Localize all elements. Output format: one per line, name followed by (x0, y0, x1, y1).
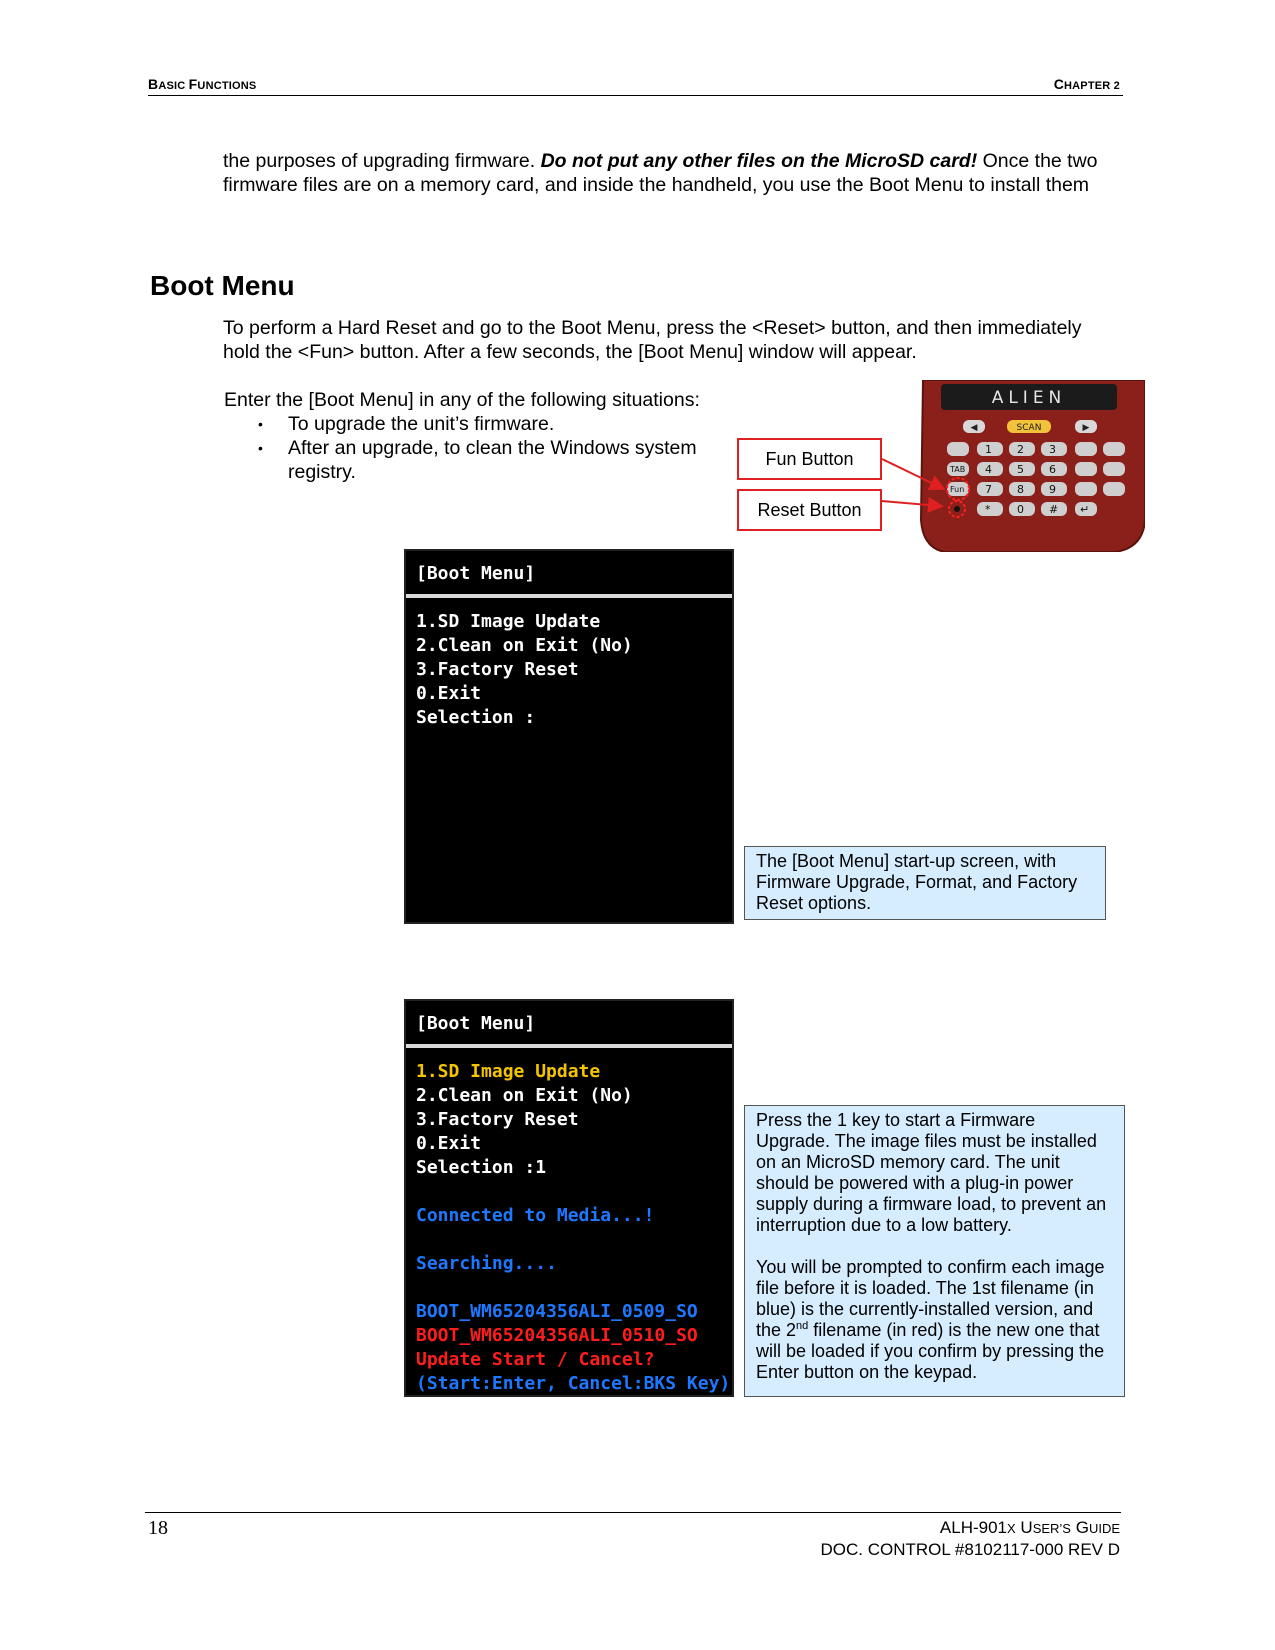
header-rule (148, 95, 1123, 96)
situations-intro: Enter the [Boot Menu] in any of the following situations: (224, 389, 700, 411)
page-number: 18 (148, 1517, 168, 1539)
svg-text:Fun: Fun (950, 485, 965, 494)
boot-menu-options (406, 598, 732, 730)
menu-option: 3.Factory Reset (416, 1109, 579, 1130)
current-image-filename: BOOT_WM65204356ALI_0509_SO (416, 1301, 698, 1322)
warning-emphasis: Do not put any other files on the MicroSD card! (540, 150, 978, 172)
svg-text:#: # (1049, 503, 1059, 516)
svg-text:3: 3 (1049, 443, 1056, 456)
menu-option: 0.Exit (416, 683, 482, 704)
menu-option: 1.SD Image Update (416, 611, 601, 632)
screen-2-caption: Press the 1 key to start a Firmware Upgrade. The image files must be installed on an MicroSD memory card. The unit should be powered with a plug-in power supply during a firmware load, to prevent an interruption due to a low battery. You will be prompted to confirm each image file before it is loaded. The 1st filename (in blue) is the currently-installed version, and the 2nd filename (in red) is the new one that will be loaded if you confirm by pressing the Enter button on the keypad. (744, 1105, 1125, 1397)
key-hint: (Start:Enter, Cancel:BKS Key) (416, 1373, 731, 1394)
doc-control: DOC. CONTROL #8102117-000 REV D (820, 1540, 1120, 1559)
svg-text:7: 7 (985, 483, 992, 496)
fun-button-callout: Fun Button (737, 438, 882, 480)
svg-text:5: 5 (1017, 463, 1024, 476)
list-item: • After an upgrade, to clean the Windows system registry. (258, 436, 738, 484)
reset-button-callout: Reset Button (737, 489, 882, 531)
svg-text:8: 8 (1017, 483, 1024, 496)
svg-text:2: 2 (1017, 443, 1024, 456)
boot-menu-update-output (406, 1048, 732, 1396)
svg-text:4: 4 (985, 463, 992, 476)
menu-option-selected: 1.SD Image Update (416, 1061, 601, 1082)
situations-list (258, 412, 738, 484)
boot-menu-screen-1 (404, 549, 734, 924)
brand-logo: ALIEN (991, 388, 1067, 408)
guide-title: ALH-901X USER’S GUIDE (939, 1518, 1120, 1537)
svg-text:0: 0 (1017, 503, 1024, 516)
svg-text:1: 1 (985, 443, 992, 456)
menu-option: 2.Clean on Exit (No) (416, 635, 633, 656)
svg-text:SCAN: SCAN (1016, 423, 1042, 433)
svg-text:*: * (985, 503, 991, 516)
svg-text:9: 9 (1049, 483, 1056, 496)
boot-menu-title: [Boot Menu] (406, 1001, 732, 1048)
list-item: • To upgrade the unit’s firmware. (258, 412, 738, 436)
new-image-filename: BOOT_WM65204356ALI_0510_SO (416, 1325, 698, 1346)
screen-1-caption: The [Boot Menu] start-up screen, with Firmware Upgrade, Format, and Factory Reset options. (744, 846, 1106, 920)
selection-prompt: Selection :1 (416, 1157, 547, 1178)
reset-arrow (882, 501, 940, 506)
hard-reset-paragraph: To perform a Hard Reset and go to the Boot Menu, press the <Reset> button, and then immediately hold the <Fun> button. After a few seconds, the [Boot Menu] window will appear. (223, 317, 1082, 363)
svg-text:◀: ◀ (970, 422, 978, 432)
callout-arrows (880, 440, 960, 520)
menu-option: 3.Factory Reset (416, 659, 579, 680)
update-confirm-prompt: Update Start / Cancel? (416, 1349, 655, 1370)
nav-row (963, 420, 1097, 433)
svg-text:6: 6 (1049, 463, 1056, 476)
running-header-right: CHAPTER 2 (1053, 76, 1120, 92)
footer-rule (145, 1512, 1121, 1513)
menu-option: 2.Clean on Exit (No) (416, 1085, 633, 1106)
intro-paragraph: the purposes of upgrading firmware. Do not put any other files on the MicroSD card! Once the two firmware files are on a memory card, and inside the handheld, you use the Boot Menu to install them (223, 150, 1098, 196)
connected-status: Connected to Media...! (416, 1205, 655, 1226)
selection-prompt: Selection : (416, 707, 536, 728)
boot-menu-title: [Boot Menu] (406, 551, 732, 598)
fun-arrow (882, 459, 942, 488)
svg-text:▶: ▶ (1082, 422, 1090, 432)
section-heading: Boot Menu (150, 270, 295, 301)
menu-option: 0.Exit (416, 1133, 482, 1154)
running-header-left: BASIC FUNCTIONS (148, 76, 257, 92)
boot-menu-screen-2 (404, 999, 734, 1397)
svg-text:TAB: TAB (950, 465, 966, 474)
searching-status: Searching.... (416, 1253, 557, 1274)
svg-text:↵: ↵ (1080, 503, 1090, 516)
